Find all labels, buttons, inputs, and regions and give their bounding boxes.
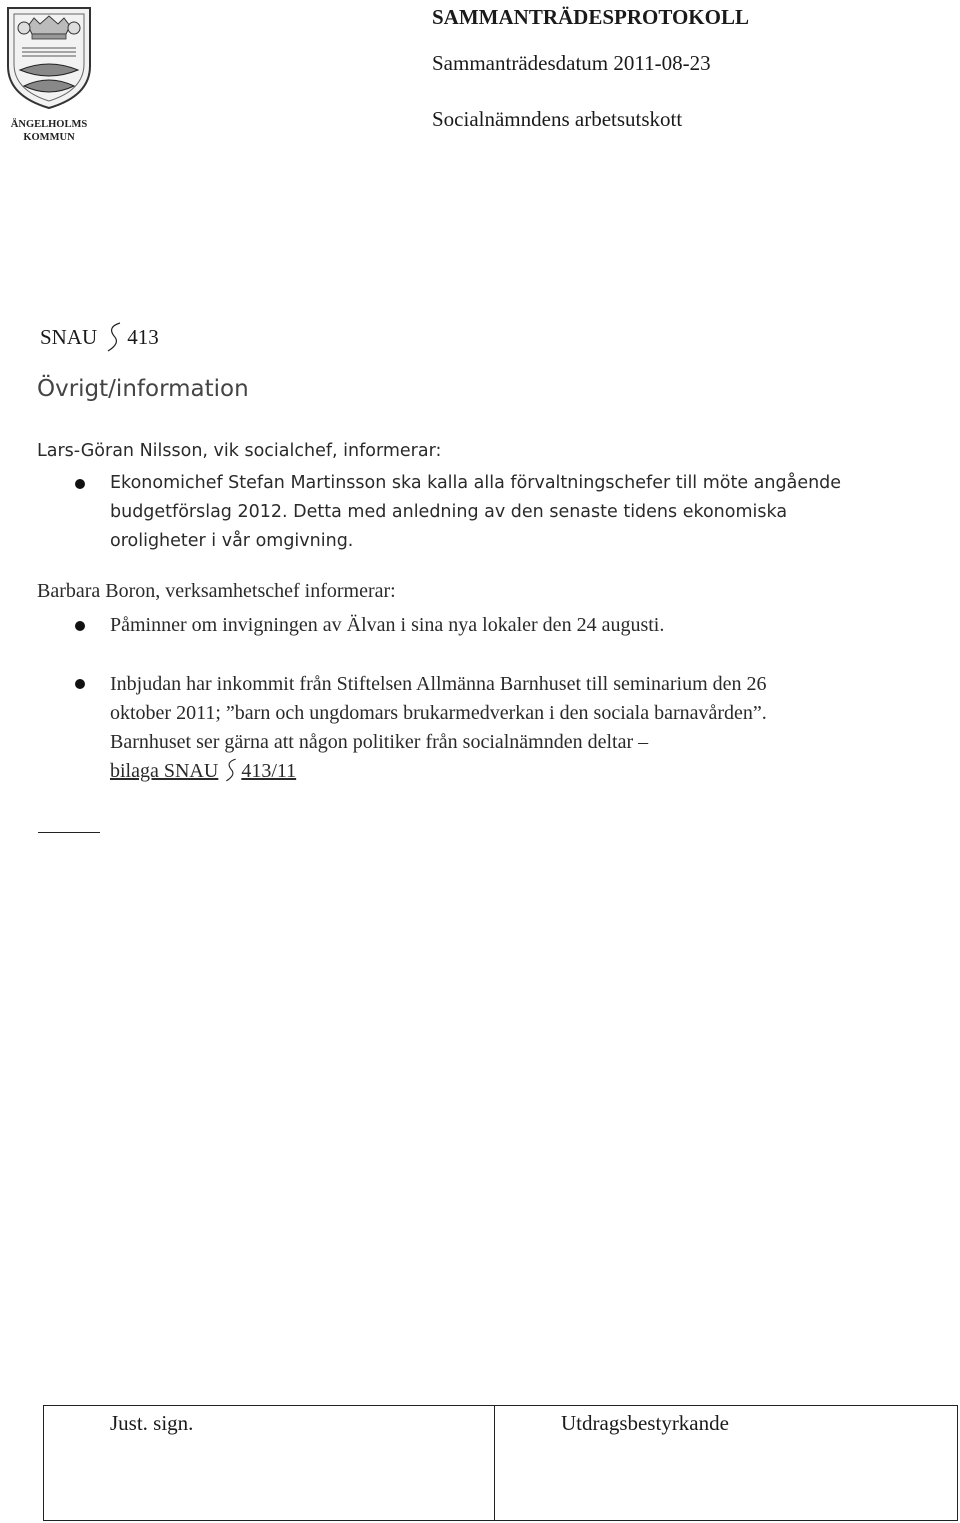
list-item-line: Påminner om invigningen av Älvan i sina nya lokaler den 24 augusti.	[110, 614, 665, 636]
document-title: SAMMANTRÄDESPROTOKOLL	[432, 5, 749, 29]
intro-socialchef: Lars-Göran Nilsson, vik socialchef, informerar:	[37, 441, 442, 461]
signature-cell	[44, 1406, 495, 1520]
attachment-number: 413/11	[241, 760, 297, 782]
list-item-line: Inbjudan har inkommit från Stiftelsen Allmänna Barnhuset till seminarium den 26	[110, 673, 767, 695]
bullet-icon	[75, 479, 85, 489]
bullet-icon	[75, 621, 85, 631]
list-item	[110, 670, 920, 786]
list-item-line: budgetförslag 2012. Detta med anledning av den senaste tidens ekonomiska	[110, 502, 788, 522]
section-num: 413	[127, 325, 159, 349]
list-item	[110, 611, 920, 640]
certification-label: Utdragsbestyrkande	[561, 1411, 729, 1435]
signature-box	[43, 1405, 958, 1521]
municipality-logo	[4, 4, 94, 144]
list-item-line: oroligheter i vår omgivning.	[110, 531, 354, 551]
section-sign-icon	[105, 322, 123, 352]
committee-name: Socialnämndens arbetsutskott	[432, 107, 683, 131]
attachment-prefix: bilaga SNAU	[110, 760, 219, 782]
coat-of-arms-icon	[4, 4, 94, 110]
attachment-reference	[110, 757, 920, 786]
bullet-icon	[75, 679, 85, 689]
logo-text-line1: ÄNGELHOLMS	[10, 119, 88, 130]
end-divider	[38, 832, 100, 833]
list-item-line: Barnhuset ser gärna att någon politiker från socialnämnden deltar –	[110, 731, 649, 753]
list-item	[110, 469, 920, 556]
section-number	[40, 322, 159, 352]
meeting-date: Sammanträdesdatum 2011-08-23	[432, 51, 711, 75]
intro-verksamhetschef: Barbara Boron, verksamhetschef informerar:	[37, 580, 396, 602]
logo-text-line2: KOMMUN	[23, 132, 75, 143]
list-item-line: Ekonomichef Stefan Martinsson ska kalla alla förvaltningschefer till möte angående	[110, 473, 842, 493]
just-sign-label: Just. sign.	[110, 1411, 194, 1435]
section-prefix: SNAU	[40, 325, 98, 349]
section-sign-icon	[224, 757, 238, 783]
list-item-line: oktober 2011; ”barn och ungdomars brukarmedverkan i den sociala barnavården”.	[110, 702, 767, 724]
section-heading: Övrigt/information	[37, 376, 249, 402]
